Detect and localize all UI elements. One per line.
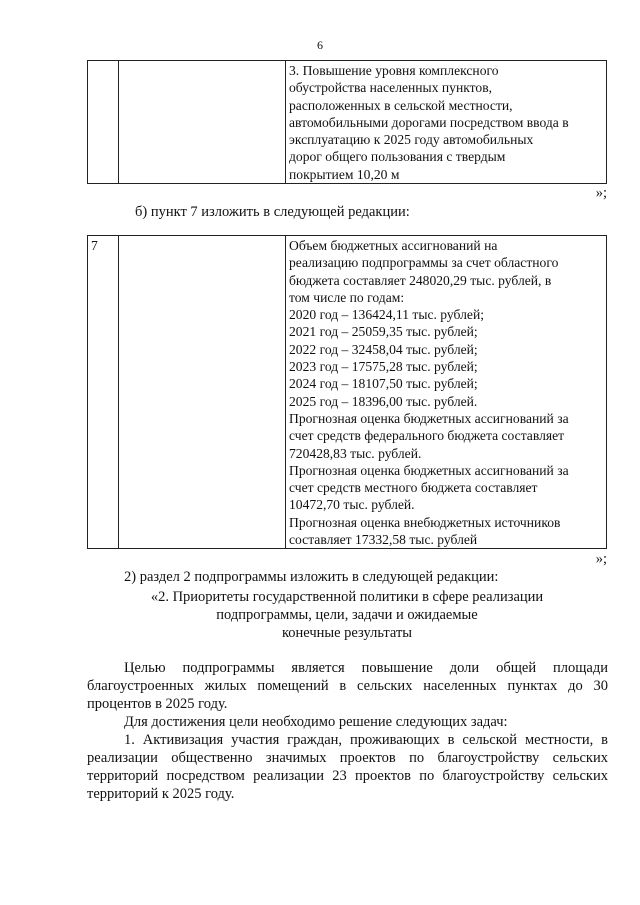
cell-line: счет средств федерального бюджета составляет — [289, 428, 565, 444]
paragraph-tasks-intro — [87, 713, 608, 731]
paragraph-line: Целью подпрограммы является повышение доли общей площади — [124, 660, 608, 676]
paragraph-line: территорий посредством реализации 23 проектов по благоустройству сельских — [87, 768, 608, 784]
table-cell-content — [286, 236, 607, 549]
table-cell-name — [119, 236, 286, 549]
closing-quote: »; — [595, 551, 607, 567]
item-b: б) пункт 7 изложить в следующей редакции: — [135, 204, 410, 220]
table-cell-content — [286, 61, 607, 184]
cell-line: 2020 год – 136424,11 тыс. рублей; — [289, 307, 484, 323]
cell-line: счет средств местного бюджета составляет — [289, 480, 538, 496]
cell-line: Объем бюджетных ассигнований на — [289, 238, 498, 253]
paragraph-goal — [87, 659, 608, 713]
cell-line: расположенных в сельской местности, — [289, 97, 513, 113]
cell-line: автомобильными дорогами посредством ввода в — [289, 114, 569, 130]
paragraph-line: благоустроенных жилых помещений в сельских населенных пунктах до 30 — [87, 678, 608, 694]
table-cell-number — [88, 61, 119, 184]
cell-line: 3. Повышение уровня комплексного — [289, 63, 499, 78]
budget-table-goal3 — [87, 60, 607, 184]
cell-line: 2023 год – 17575,28 тыс. рублей; — [289, 359, 478, 375]
cell-line: 2021 год – 25059,35 тыс. рублей; — [289, 324, 478, 340]
paragraph-line: процентов в 2025 году. — [87, 696, 228, 712]
cell-line: 2025 год – 18396,00 тыс. рублей. — [289, 393, 478, 409]
section-heading-line: «2. Приоритеты государственной политики в сфере реализации — [150, 589, 544, 605]
cell-line: 10472,70 тыс. рублей. — [289, 497, 415, 513]
cell-line: дорог общего пользования с твердым — [289, 149, 506, 165]
cell-line: реализацию подпрограммы за счет областного — [289, 255, 559, 271]
cell-line: 2024 год – 18107,50 тыс. рублей; — [289, 376, 478, 392]
table-row — [88, 236, 607, 549]
item-2: 2) раздел 2 подпрограммы изложить в следующей редакции: — [124, 569, 499, 585]
closing-quote: »; — [595, 185, 607, 201]
cell-line: том числе по годам: — [289, 289, 405, 305]
cell-line: покрытием 10,20 м — [289, 166, 400, 182]
cell-line: эксплуатацию к 2025 году автомобильных — [289, 132, 534, 148]
table-cell-number: 7 — [88, 236, 119, 549]
cell-line: 720428,83 тыс. рублей. — [289, 445, 422, 461]
paragraph-line: Для достижения цели необходимо решение следующих задач: — [124, 714, 508, 730]
cell-line: Прогнозная оценка бюджетных ассигнований за — [289, 462, 569, 478]
section-heading-line: подпрограммы, цели, задачи и ожидаемые — [216, 607, 478, 623]
cell-line: 2022 год – 32458,04 тыс. рублей; — [289, 341, 478, 357]
cell-line: бюджета составляет 248020,29 тыс. рублей, в — [289, 272, 552, 288]
cell-line: составляет 17332,58 тыс. рублей — [289, 532, 478, 548]
table-row — [88, 61, 607, 184]
paragraph-task-1 — [87, 731, 608, 803]
cell-line: Прогнозная оценка внебюджетных источников — [289, 514, 561, 530]
page-number: 6 — [317, 38, 323, 52]
paragraph-line: реализации общественно значимых проектов по благоустройству сельских — [87, 750, 608, 766]
cell-line: обустройства населенных пунктов, — [289, 80, 493, 96]
paragraph-line: 1. Активизация участия граждан, проживающих в сельской местности, в — [124, 732, 608, 748]
paragraph-line: территорий к 2025 году. — [87, 786, 235, 802]
section-heading-line: конечные результаты — [281, 625, 413, 641]
table-cell-name — [119, 61, 286, 184]
budget-table-item7 — [87, 235, 607, 549]
cell-line: Прогнозная оценка бюджетных ассигнований за — [289, 410, 569, 426]
